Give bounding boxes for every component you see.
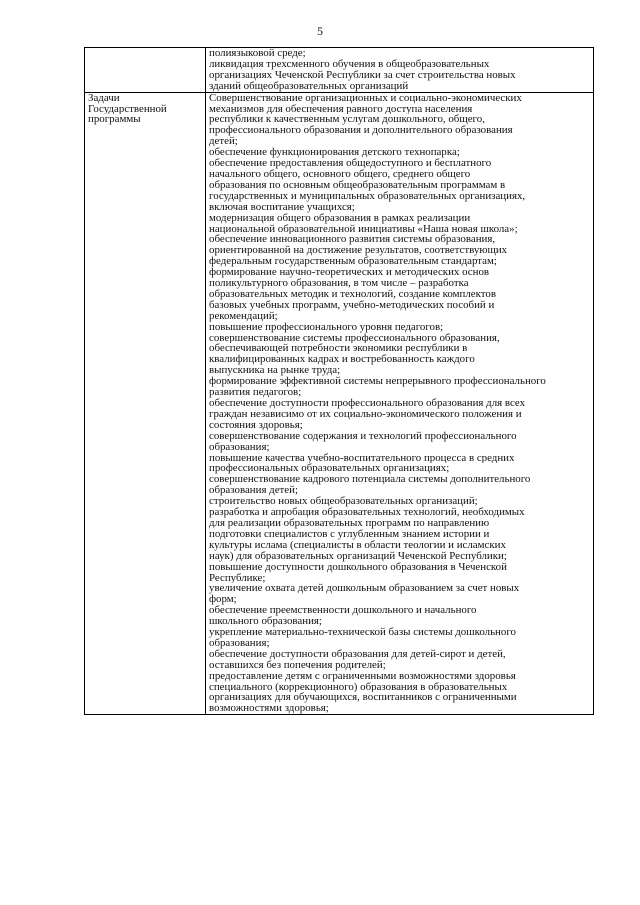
content-line: развития педагогов; — [209, 387, 302, 398]
row-label-line: программы — [88, 114, 141, 126]
content-line: формирование эффективной системы непрерывного профессионального — [209, 376, 546, 388]
content-line: образования; — [209, 441, 270, 453]
page-number: 5 — [317, 24, 323, 38]
content-line: федеральным государственным образовательным стандартам; — [209, 256, 497, 268]
content-line: укрепление материально-технической базы системы дошкольного — [209, 627, 516, 638]
content-line: обеспечивающей потребности экономики республики в — [209, 343, 468, 355]
content-line: граждан независимо от их социально-экономического положения и — [209, 408, 522, 420]
row-label-line: Задачи — [88, 92, 120, 104]
row-content-cell — [206, 48, 594, 93]
content-line: Республике; — [209, 572, 266, 584]
content-line: ориентированной на достижение результатов, соответствующих — [209, 245, 508, 257]
content-line: состояния здоровья; — [209, 419, 303, 431]
content-line: совершенствование содержания и технологий профессионального — [209, 430, 517, 442]
content-line: обеспечение доступности образования для детей-сирот и детей, — [209, 648, 506, 660]
content-line: формирование научно-теоретических и методических основ — [209, 267, 490, 279]
content-line: механизмов для обеспечения равного доступа населения — [209, 103, 473, 115]
passport-table — [84, 47, 594, 715]
content-line: Совершенствование организационных и социально-экономических — [209, 92, 522, 104]
content-line: повышение профессионального уровня педагогов; — [209, 321, 444, 333]
content-line: для реализации образовательных программ по направлению — [209, 517, 490, 529]
content-line: образования детей; — [209, 485, 298, 497]
content-line: полиязыковой среде; — [209, 48, 306, 59]
content-line: форм; — [209, 594, 237, 606]
content-line: разработка и апробация образовательных технологий, необходимых — [209, 507, 525, 518]
content-line: оставшихся без попечения родителей; — [209, 659, 386, 671]
content-line: обеспечение функционирования детского технопарка; — [209, 147, 460, 159]
row-content-cell — [206, 92, 594, 715]
content-line: повышение качества учебно-воспитательного процесса в средних — [209, 452, 515, 464]
content-line: обеспечение доступности профессионального образования для всех — [209, 398, 526, 409]
content-line: модернизация общего образования в рамках реализации — [209, 212, 471, 224]
content-line: государственных и муниципальных образовательных организациях, — [209, 190, 526, 202]
content-line: совершенствование системы профессионального образования, — [209, 332, 500, 344]
content-line: ликвидация трехсменного обучения в общеобразовательных — [209, 58, 490, 70]
content-line: предоставление детям с ограниченными возможностями здоровья — [209, 670, 516, 682]
content-line: начального общего, основного общего, среднего общего — [209, 168, 471, 180]
content-line: организациях Чеченской Республики за счет строительства новых — [209, 69, 516, 81]
table-row — [85, 48, 594, 93]
content-line: специального (коррекционного) образования в образовательных — [209, 681, 508, 693]
content-line: поликультурного образования, в том числе – разработка — [209, 278, 469, 289]
content-line: возможностями здоровья; — [209, 703, 329, 715]
content-line: повышение доступности дошкольного образования в Чеченской — [209, 561, 507, 573]
content-line: увеличение охвата детей дошкольным образованием за счет новых — [209, 583, 520, 595]
content-line: базовых учебных программ, учебно-методических пособий и — [209, 299, 495, 311]
table-row — [85, 92, 594, 715]
content-line: детей; — [209, 136, 238, 148]
content-line: образования по основным общеобразовательным программам в — [209, 179, 506, 191]
content-line: зданий общеобразовательных организаций — [209, 80, 409, 92]
content-line: культуры ислама (специалисты в области теологии и исламских — [209, 539, 506, 551]
content-line: рекомендаций; — [209, 310, 278, 322]
content-line: образования; — [209, 637, 270, 649]
content-line: школьного образования; — [209, 616, 322, 628]
content-line: подготовки специалистов с углубленным знанием истории и — [209, 528, 490, 540]
content-line: наук) для образовательных организаций Чеченской Республики; — [209, 550, 507, 562]
content-line: профессионального образования и дополнительного образования — [209, 125, 513, 137]
content-line: национальной образовательной инициативы «Наша новая школа»; — [209, 223, 518, 235]
content-line: республики к качественным услугам дошкольного, общего, — [209, 114, 485, 126]
content-line: обеспечение предоставления общедоступного и бесплатного — [209, 158, 492, 169]
content-line: квалифицированных кадрах и востребованность каждого — [209, 354, 475, 366]
content-line: профессиональных образовательных организациях; — [209, 463, 450, 475]
content-line: совершенствование кадрового потенциала системы дополнительного — [209, 474, 531, 486]
row-label-line: Государственной — [88, 103, 167, 115]
row-label-cell — [85, 92, 206, 715]
content-line: организациях для обучающихся, воспитанников с ограниченными — [209, 692, 517, 704]
content-line: строительство новых общеобразовательных организаций; — [209, 496, 478, 508]
content-line: включая воспитание учащихся; — [209, 201, 355, 213]
row-label-cell — [85, 48, 206, 93]
content-line: обеспечение инновационного развития системы образования, — [209, 234, 496, 246]
content-line: образовательных методик и технологий, создание комплектов — [209, 288, 496, 300]
content-line: обеспечение преемственности дошкольного и начального — [209, 605, 477, 617]
content-line: выпускника на рынке труда; — [209, 365, 341, 377]
